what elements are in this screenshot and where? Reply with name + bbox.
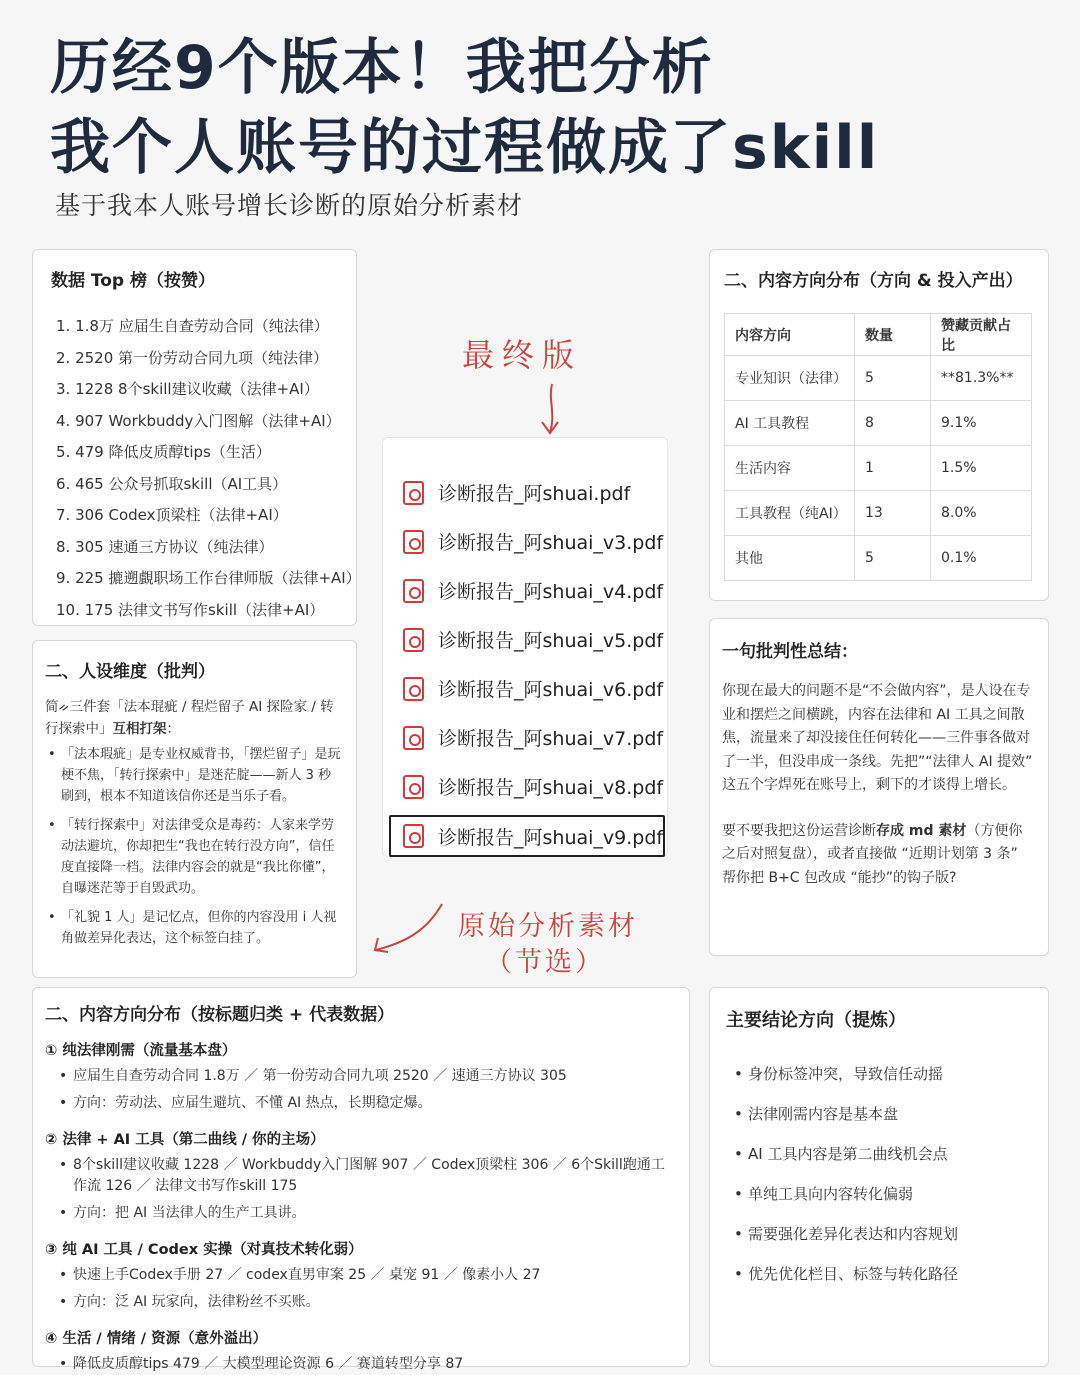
persona-bullets: [45, 744, 344, 949]
persona-lead: [45, 696, 344, 740]
file-item[interactable]: [383, 762, 667, 811]
persona-card: [32, 640, 357, 978]
list-item: • 8个skill建议收藏 1228 ／ Workbuddy入门图解 907 ／ Codex顶梁柱 306 ／ 6个Skill跑通工作流 126 ／ 法律文书写作skill 175: [45, 1155, 677, 1197]
section-title: ④ 生活 / 情绪 / 资源（意外溢出）: [45, 1331, 268, 1347]
list-item: • 方向：把 AI 当法律人的生产工具讲。: [45, 1203, 677, 1224]
list-item: 10. 175 法律文书写作skill（法律+AI）: [56, 600, 325, 619]
table-cell: 工具教程（纯AI）: [725, 491, 855, 536]
summary-card: [709, 618, 1049, 956]
list-item: 9. 225 摝遡覰职场工作台律师版（法律+AI）: [56, 569, 361, 587]
summary-question-bold: 存成 md 素材: [876, 822, 967, 839]
table-cell: **81.3%**: [931, 356, 1032, 401]
file-name: 诊断报告_阿shuai.pdf: [438, 483, 631, 505]
down-arrow-icon: [530, 380, 570, 440]
table-cell: 8: [855, 401, 931, 446]
column-header: 赞藏贡献占比: [931, 314, 1032, 356]
section-bullets: [45, 1066, 677, 1114]
file-item[interactable]: [383, 615, 667, 664]
top-list-heading: 数据 Top 榜（按赞）: [51, 271, 216, 291]
file-name: 诊断报告_阿shuai_v4.pdf: [438, 581, 664, 603]
section-bullets: [45, 1265, 677, 1313]
left-arrow-icon: [372, 900, 452, 960]
title-line-1: 历经9个版本！我把分析: [50, 33, 714, 103]
list-item: 3. 1228 8个skill建议收藏（法律+AI）: [56, 380, 319, 398]
table-cell: 0.1%: [931, 536, 1032, 581]
persona-lead-suffix: ：: [166, 721, 180, 737]
list-item: • 「转行探索中」对法律受众是毒药：人家来学劳动法避坑，你却把生“我也在转行没方向”，信任度直接降一档。法律内容会的就是“我比你懂”，自曝迷茫等于自毁武功。: [45, 815, 344, 899]
pdf-icon: [403, 726, 424, 750]
pdf-icon: [403, 677, 424, 701]
table-cell: 5: [855, 536, 931, 581]
list-item: 7. 306 Codex顶梁柱（法律+AI）: [56, 506, 288, 524]
page-subtitle: 基于我本人账号增长诊断的原始分析素材: [55, 191, 524, 220]
title-line-2: 我个人账号的过程做成了skill: [50, 113, 880, 183]
column-header: 数量: [855, 314, 931, 356]
list-item: • AI 工具内容是第二曲线机会点: [726, 1134, 1032, 1174]
file-name: 诊断报告_阿shuai_v6.pdf: [438, 679, 664, 701]
table-cell: 其他: [725, 536, 855, 581]
original-material-note: 原始分析素材: [458, 911, 638, 942]
table-cell: 专业知识（法律）: [725, 356, 855, 401]
list-item: • 法律刚需内容是基本盘: [726, 1094, 1032, 1134]
list-item: • 「礼貌 1 人」是记忆点，但你的内容没用 i 人视角做差异化表达，这个标签白挂了。: [45, 907, 344, 949]
file-item[interactable]: [383, 664, 667, 713]
section-title: ② 法律 + AI 工具（第二曲线 / 你的主场）: [45, 1132, 325, 1148]
section-bullets: [45, 1155, 677, 1224]
content-table-heading: 二、内容方向分布（方向 & 投入产出）: [724, 271, 1023, 291]
content-table: [724, 313, 1032, 581]
summary-question: [722, 820, 1036, 891]
file-item[interactable]: [383, 566, 667, 615]
file-name: 诊断报告_阿shuai_v3.pdf: [438, 532, 664, 554]
content-distribution-card: [709, 249, 1049, 601]
list-item: • 快速上手Codex手册 27 ／ codex直男审案 25 ／ 桌宠 91 ／ 像素小人 27: [45, 1265, 677, 1286]
top-list-card: [32, 249, 361, 626]
file-list: [382, 437, 668, 857]
page-title: [50, 28, 879, 188]
table-cell: AI 工具教程: [725, 401, 855, 446]
persona-lead-bold: 互相打架: [112, 721, 167, 737]
table-row: [725, 356, 1032, 401]
column-header: 内容方向: [725, 314, 855, 356]
list-item: • 需要强化差异化表达和内容规划: [726, 1214, 1032, 1254]
pdf-icon: [403, 579, 424, 603]
table-cell: 9.1%: [931, 401, 1032, 446]
list-item: • 应届生自查劳动合同 1.8万 ／ 第一份劳动合同九项 2520 ／ 速通三方协议 305: [45, 1066, 677, 1087]
file-item[interactable]: [383, 713, 667, 762]
pdf-icon: [403, 775, 424, 799]
list-item: • 单纯工具向内容转化偏弱: [726, 1174, 1032, 1214]
table-cell: 1: [855, 446, 931, 491]
list-item: • 身份标签冲突，导致信任动摇: [726, 1054, 1032, 1094]
summary-question-a: 要不要我把这份运营诊断: [722, 822, 876, 839]
table-row: [725, 401, 1032, 446]
file-name: 诊断报告_阿shuai_v8.pdf: [438, 777, 664, 799]
conclusions-list: [726, 1054, 1032, 1294]
table-row: [725, 536, 1032, 581]
table-row: [725, 491, 1032, 536]
file-item[interactable]: [383, 468, 667, 517]
summary-paragraph: 你现在最大的问题不是“不会做内容”，是人设在专业和摆烂之间横跳，内容在法律和 AI 工具之间散焦，流量来了却没接住任何转化——三件事各做对了一半，但没串成一条线。先把”“法律人 AI 提效” 这五个字焊死在账号上，剩下的才谈得上增长。: [722, 683, 1033, 793]
list-item: 4. 907 Workbuddy入门图解（法律+AI）: [56, 411, 341, 430]
file-item[interactable]: [383, 517, 667, 566]
table-cell: 生活内容: [725, 446, 855, 491]
table-cell: 5: [855, 356, 931, 401]
list-item: • 降低皮质醇tips 479 ／ 大模型理论资源 6 ／ 赛道转型分享 87: [45, 1354, 677, 1375]
file-item-selected[interactable]: [389, 815, 665, 857]
list-item: 8. 305 速通三方协议（纯法律）: [56, 537, 274, 556]
pdf-icon: [403, 628, 424, 652]
conclusions-card: [709, 987, 1049, 1367]
persona-lead-prefix: 简ᨀ三件套「法本琨疵 / 程烂留子 AI 探险家 / 转行探索中」: [45, 699, 334, 737]
original-material-note-sub: （节选）: [485, 947, 605, 978]
pdf-icon: [403, 824, 424, 848]
summary-heading: 一句批判性总结：: [722, 642, 858, 662]
list-item: • 方向：泛 AI 玩家向，法律粉丝不买账。: [45, 1292, 677, 1313]
section-bullets: [45, 1354, 677, 1375]
conclusions-heading: 主要结论方向（提炼）: [726, 1010, 906, 1031]
top-list: [51, 311, 361, 626]
table-cell: 1.5%: [931, 446, 1032, 491]
list-item: 1. 1.8万 应届生自查劳动合同（纯法律）: [56, 317, 329, 335]
table-cell: 8.0%: [931, 491, 1032, 536]
list-item: • 「法本瑕疵」是专业权威背书，「摆烂留子」是玩梗不焦，「转行探索中」是迷茫腚——新人 3 秒刷到，根本不知道该信你还是当乐子看。: [45, 744, 344, 807]
list-item: • 方向：劳动法、应届生避坑、不懂 AI 热点，长期稳定爆。: [45, 1093, 677, 1114]
section-title: ① 纯法律刚需（流量基本盘）: [45, 1043, 237, 1059]
list-item: • 优先优化栏目、标签与转化路径: [726, 1254, 1032, 1294]
direction-card: [32, 987, 690, 1372]
file-name: 诊断报告_阿shuai_v9.pdf: [438, 826, 664, 849]
file-name: 诊断报告_阿shuai_v7.pdf: [438, 728, 664, 750]
summary-question-b: （方便你之后对照复盘），或者直接做 “近期计划第 3 条” 帮你把 B+C 包改成 “能抄”的钩子版?: [722, 822, 1023, 886]
final-version-note: 最终版: [462, 336, 583, 374]
list-item: 6. 465 公众号抓取skill（AI工具）: [56, 474, 288, 493]
table-row: [725, 446, 1032, 491]
pdf-icon: [403, 530, 424, 554]
section-title: ③ 纯 AI 工具 / Codex 实操（对真技术转化弱）: [45, 1242, 363, 1258]
direction-heading: 二、内容方向分布（按标题归类 + 代表数据）: [45, 1005, 395, 1025]
table-cell: 13: [855, 491, 931, 536]
list-item: 2. 2520 第一份劳动合同九项（纯法律）: [56, 348, 329, 367]
table-header-row: [725, 314, 1032, 356]
pdf-icon: [403, 481, 424, 505]
persona-heading: 二、人设维度（批判）: [45, 662, 215, 682]
file-name: 诊断报告_阿shuai_v5.pdf: [438, 630, 664, 652]
list-item: 5. 479 降低皮质醇tips（生活）: [56, 443, 271, 461]
